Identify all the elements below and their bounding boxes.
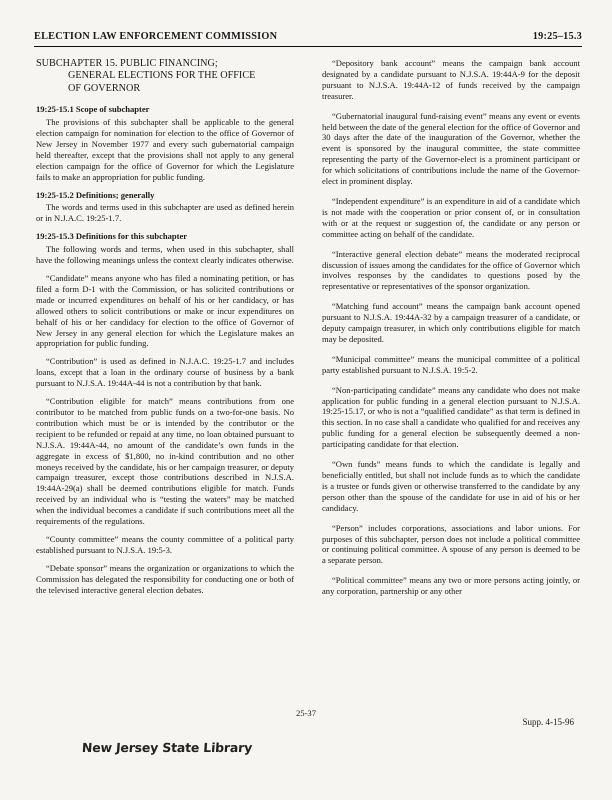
paragraph: The following words and terms, when used in this subchapter, shall have the following meanings unless the context clearly indicates otherwise. <box>36 244 294 266</box>
paragraph: “Non-participating candidate” means any candidate who does not make application for public funding in a general election pursuant to N.J.S.A. 19:25-15.17, or who is not a “qualified candidate” as that term is defined in this section. In no case shall a candidate who qualified for and receives any public funding for a general election be subsequently deemed a non-participating candidate for that election. <box>322 384 580 450</box>
paragraph: “Independent expenditure” is an expenditure in aid of a candidate which is not made with the cooperation or prior consent of, or in consultation with or at the request or suggestion of, the candidate or any person or committee acting on behalf of the candidate. <box>322 195 580 239</box>
left-column <box>36 58 294 602</box>
subchapter-line-2: GENERAL ELECTIONS FOR THE OFFICE <box>68 70 256 82</box>
paragraph: “Gubernatorial inaugural fund-raising event” means any event or events held between the date of the general election for the office of Governor and 30 days after the date of the inauguration of the Governor, whether the event is sponsored by the inaugural committee, the state committee representing the party of the Governor-elect is a prominent participant or for which solicitations of contributions include the name of the Governor-elect in prominent display. <box>322 110 580 187</box>
paragraph: “Political committee” means any two or more persons acting jointly, or any corporation, partnership or any other <box>322 575 580 597</box>
paragraph: “Person” includes corporations, associations and labor unions. For purposes of this subchapter, person does not include a political committee or continuing political committee. A spouse of any person is deemed to be a separate person. <box>322 522 580 566</box>
paragraph: “Interactive general election debate” means the moderated reciprocal discussion of issues among the candidates for the office of Governor which involves responses by the candidates to questions posed by the representative or representatives of the sponsor organization. <box>322 248 580 292</box>
paragraph: “Contribution eligible for match” means contributions from one contributor to be matched from public funds on a two-for-one basis. No contribution which must be or is intended by the contributor or the recipient to be refunded or repaid at any time, no loan obtained pursuant to N.J.S.A. 19:44A-44, no amount of the candidate’s own funds in the aggregate in excess of $1,800, no in-kind contribution and no other moneys received by the candidate, his or her campaign treasurer, or deputy campaign treasurer, except those contributions described in N.J.S.A. 19:44A-29(a) shall be deemed contributions eligible for match. Funds received by an individual who is “testing the waters” may be matched when the individual becomes a candidate if such contributions meet all the requirements of the regulations. <box>36 396 294 527</box>
subchapter-line-3: OF GOVERNOR <box>68 82 141 94</box>
page-number: 25-37 <box>295 708 317 718</box>
section-title: 19:25-15.1 Scope of subchapter <box>36 104 150 115</box>
section-title: 19:25-15.2 Definitions; generally <box>36 189 155 200</box>
section-title: 19:25-15.3 Definitions for this subchapter <box>36 231 188 242</box>
running-header <box>34 30 582 47</box>
paragraph: “Debate sponsor” means the organization or organizations to which the Commission has delegated the responsibility for conducting one or both of the televised interactive general election debates. <box>36 562 294 595</box>
library-stamp: New Jersey State Library <box>81 740 253 755</box>
paragraph: The provisions of this subchapter shall be applicable to the general election campaign for nomination for election to the office of Governor of New Jersey in November 1977 and every such gubernatorial campaign held thereafter, except that the provisions shall not apply to any general election campaign for the office of Governor for which the Legislature fails to make an appropriation for public funding. <box>36 117 294 182</box>
header-title: ELECTION LAW ENFORCEMENT COMMISSION <box>34 31 278 42</box>
right-column <box>322 58 580 606</box>
subchapter-line-1: SUBCHAPTER 15. PUBLIC FINANCING; <box>36 58 218 69</box>
header-section-number: 19:25–15.3 <box>532 31 582 42</box>
paragraph: “Contribution” is used as defined in N.J.A.C. 19:25-1.7 and includes loans, except that a loan in the ordinary course of business by a bank pursuant to N.J.S.A. 19:44A-44 is not a contribution by that bank. <box>36 356 294 389</box>
subchapter-heading <box>36 58 294 95</box>
paragraph: “Depository bank account” means the campaign bank account designated by a candidate pursuant to N.J.S.A. 19:44A-9 for the deposit pursuant to N.J.S.A. 19:44A-12 of funds received by the campaign treasurer. <box>322 58 580 101</box>
paragraph: The words and terms used in this subchapter are used as defined herein or in N.J.A.C. 19:25-1.7. <box>36 202 294 224</box>
paragraph: “Own funds” means funds to which the candidate is legally and beneficially entitled, but shall not include funds as to which the candidate is a trustee or funds given or otherwise transferred to the candidate by any person other than the spouse of the candidate for use in aid of his or her candidacy. <box>322 459 580 513</box>
paragraph: “County committee” means the county committee of a political party established pursuant to N.J.S.A. 19:5-3. <box>36 533 294 555</box>
supplement-date: Supp. 4-15-96 <box>522 717 574 727</box>
paragraph: “Candidate” means anyone who has filed a nominating petition, or has filed a form D-1 with the Commission, or has solicited contributions or made or incurred expenditures on behalf of his or her candidacy, or has allowed others to solicit contributions or make or incur expenditures on behalf of his or her candidacy for election to the office of Governor of New Jersey in any general election for which the Legislature makes an appropriation for public funding. <box>36 273 294 349</box>
paragraph: “Matching fund account” means the campaign bank account opened pursuant to N.J.S.A. 19:44A-32 by a campaign treasurer of a candidate, or deputy campaign treasurer, in which only contributions eligible for match may be deposited. <box>322 301 580 344</box>
paragraph: “Municipal committee” means the municipal committee of a political party established pursuant to N.J.S.A. 19:5-2. <box>322 353 580 375</box>
